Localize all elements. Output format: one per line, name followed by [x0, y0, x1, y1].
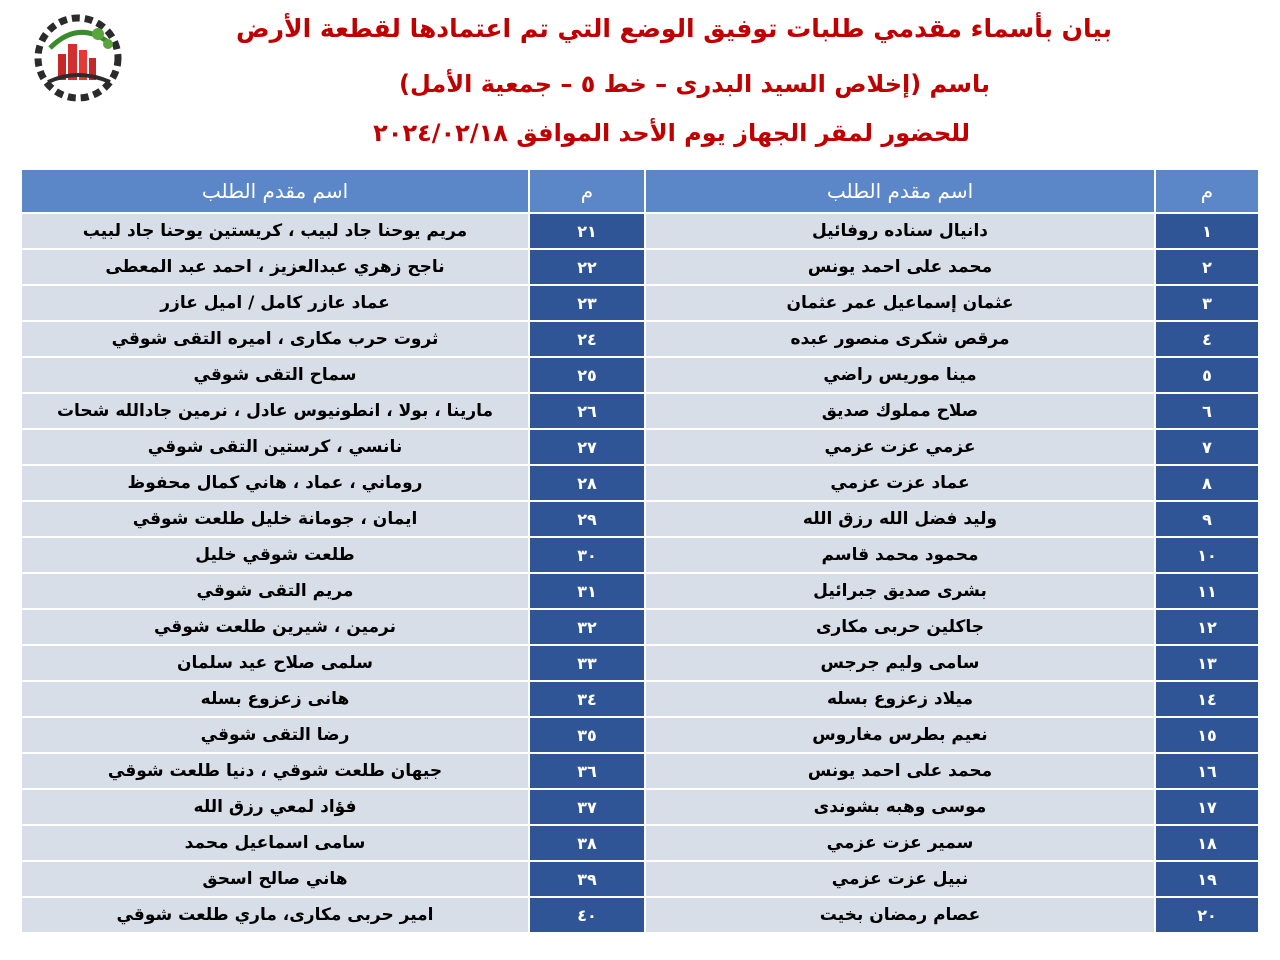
applicant-name-cell: دانيال سناده روفائيل	[645, 213, 1155, 249]
row-number-cell: ١٠	[1155, 537, 1259, 573]
applicant-name-cell: نبيل عزت عزمي	[645, 861, 1155, 897]
row-number-cell: ٥	[1155, 357, 1259, 393]
table-row	[21, 861, 1259, 897]
row-number-cell: ٢٦	[529, 393, 645, 429]
row-number-cell: ٢٣	[529, 285, 645, 321]
row-number-cell: ٢٠	[1155, 897, 1259, 933]
attendance-date-line: للحضور لمقر الجهاز يوم الأحد الموافق ٢٠٢٤/٠٢/١٨	[373, 119, 970, 147]
applicant-name-cell: صلاح مملوك صديق	[645, 393, 1155, 429]
applicant-name-cell: ايمان ، جومانة خليل طلعت شوقي	[21, 501, 529, 537]
applicant-name-cell: نرمين ، شيرين طلعت شوقي	[21, 609, 529, 645]
applicant-name-cell: مينا موريس راضي	[645, 357, 1155, 393]
table-row	[21, 897, 1259, 933]
row-number-cell: ٣٠	[529, 537, 645, 573]
applicant-name-cell: هاني صالح اسحق	[21, 861, 529, 897]
column-header-applicant-name: اسم مقدم الطلب	[21, 169, 529, 213]
applicant-name-cell: سمير عزت عزمي	[645, 825, 1155, 861]
row-number-cell: ١٩	[1155, 861, 1259, 897]
row-number-cell: ٢	[1155, 249, 1259, 285]
applicant-name-cell: مرقص شكرى منصور عبده	[645, 321, 1155, 357]
row-number-cell: ٤	[1155, 321, 1259, 357]
applicant-name-cell: بشرى صديق جبرائيل	[645, 573, 1155, 609]
row-number-cell: ٢٩	[529, 501, 645, 537]
table-row	[21, 393, 1259, 429]
table-row	[21, 537, 1259, 573]
row-number-cell: ٦	[1155, 393, 1259, 429]
row-number-cell: ٢٢	[529, 249, 645, 285]
row-number-cell: ١١	[1155, 573, 1259, 609]
applicant-name-cell: نعيم بطرس مغاروس	[645, 717, 1155, 753]
row-number-cell: ٢٧	[529, 429, 645, 465]
row-number-cell: ٢١	[529, 213, 645, 249]
table-row	[21, 717, 1259, 753]
applicant-name-cell: امير حربى مكارى، ماري طلعت شوقي	[21, 897, 529, 933]
row-number-cell: ١٤	[1155, 681, 1259, 717]
applicant-name-cell: ناجح زهري عبدالعزيز ، احمد عبد المعطى	[21, 249, 529, 285]
applicant-name-cell: ميلاد زعزوع بسله	[645, 681, 1155, 717]
applicant-name-cell: مارينا ، بولا ، انطونيوس عادل ، نرمين جادالله شحات	[21, 393, 529, 429]
column-header-number: م	[529, 169, 645, 213]
table-header-row	[21, 169, 1259, 213]
row-number-cell: ٢٥	[529, 357, 645, 393]
applicant-name-cell: رضا التقى شوقي	[21, 717, 529, 753]
applicant-name-cell: سماح التقى شوقي	[21, 357, 529, 393]
applicant-name-cell: مريم يوحنا جاد لبيب ، كريستين يوحنا جاد لبيب	[21, 213, 529, 249]
table-row	[21, 609, 1259, 645]
row-number-cell: ٣٣	[529, 645, 645, 681]
row-number-cell: ٣	[1155, 285, 1259, 321]
row-number-cell: ٣٤	[529, 681, 645, 717]
applicant-name-cell: سامى اسماعيل محمد	[21, 825, 529, 861]
land-plot-subtitle: باسم (إخلاص السيد البدرى – خط ٥ – جمعية الأمل)	[399, 70, 990, 98]
applicant-name-cell: طلعت شوقي خليل	[21, 537, 529, 573]
row-number-cell: ٩	[1155, 501, 1259, 537]
applicant-name-cell: عماد عازر كامل / اميل عازر	[21, 285, 529, 321]
row-number-cell: ١٣	[1155, 645, 1259, 681]
applicants-table	[20, 168, 1260, 934]
row-number-cell: ٣٦	[529, 753, 645, 789]
applicant-name-cell: هانى زعزوع بسله	[21, 681, 529, 717]
applicant-name-cell: روماني ، عماد ، هاني كمال محفوظ	[21, 465, 529, 501]
row-number-cell: ٨	[1155, 465, 1259, 501]
table-row	[21, 213, 1259, 249]
applicant-name-cell: نانسي ، كرستين التقى شوقي	[21, 429, 529, 465]
row-number-cell: ٣٥	[529, 717, 645, 753]
applicant-name-cell: محمود محمد قاسم	[645, 537, 1155, 573]
table-row	[21, 753, 1259, 789]
row-number-cell: ١	[1155, 213, 1259, 249]
row-number-cell: ٣٩	[529, 861, 645, 897]
row-number-cell: ٣٨	[529, 825, 645, 861]
applicant-name-cell: محمد على احمد يونس	[645, 249, 1155, 285]
table-row	[21, 681, 1259, 717]
row-number-cell: ٧	[1155, 429, 1259, 465]
row-number-cell: ١٥	[1155, 717, 1259, 753]
table-row	[21, 645, 1259, 681]
table-row	[21, 249, 1259, 285]
table-row	[21, 429, 1259, 465]
applicant-name-cell: سلمى صلاح عيد سلمان	[21, 645, 529, 681]
table-row	[21, 825, 1259, 861]
row-number-cell: ٣١	[529, 573, 645, 609]
applicant-name-cell: فؤاد لمعي رزق الله	[21, 789, 529, 825]
row-number-cell: ٣٧	[529, 789, 645, 825]
table-row	[21, 285, 1259, 321]
row-number-cell: ١٦	[1155, 753, 1259, 789]
row-number-cell: ٢٤	[529, 321, 645, 357]
column-header-applicant-name: اسم مقدم الطلب	[645, 169, 1155, 213]
applicant-name-cell: عثمان إسماعيل عمر عثمان	[645, 285, 1155, 321]
applicant-name-cell: ثروت حرب مكارى ، اميره التقى شوقي	[21, 321, 529, 357]
document-title: بيان بأسماء مقدمي طلبات توفيق الوضع التي تم اعتمادها لقطعة الأرض	[235, 14, 1112, 43]
applicant-name-cell: عصام رمضان بخيت	[645, 897, 1155, 933]
table-row	[21, 573, 1259, 609]
city-skyline-gear-logo-icon	[28, 8, 128, 104]
applicant-name-cell: موسى وهبه بشوندى	[645, 789, 1155, 825]
document-header	[0, 0, 1280, 168]
applicant-name-cell: محمد على احمد يونس	[645, 753, 1155, 789]
row-number-cell: ٣٢	[529, 609, 645, 645]
table-row	[21, 357, 1259, 393]
applicant-name-cell: عماد عزت عزمي	[645, 465, 1155, 501]
table-row	[21, 321, 1259, 357]
column-header-number: م	[1155, 169, 1259, 213]
row-number-cell: ١٨	[1155, 825, 1259, 861]
applicant-name-cell: جيهان طلعت شوقي ، دنيا طلعت شوقي	[21, 753, 529, 789]
row-number-cell: ٢٨	[529, 465, 645, 501]
applicant-name-cell: سامى وليم جرجس	[645, 645, 1155, 681]
applicant-name-cell: عزمي عزت عزمي	[645, 429, 1155, 465]
applicant-name-cell: مريم التقى شوقي	[21, 573, 529, 609]
row-number-cell: ٤٠	[529, 897, 645, 933]
table-row	[21, 789, 1259, 825]
table-row	[21, 465, 1259, 501]
applicant-name-cell: وليد فضل الله رزق الله	[645, 501, 1155, 537]
table-row	[21, 501, 1259, 537]
row-number-cell: ١٢	[1155, 609, 1259, 645]
applicant-name-cell: جاكلين حربى مكارى	[645, 609, 1155, 645]
row-number-cell: ١٧	[1155, 789, 1259, 825]
